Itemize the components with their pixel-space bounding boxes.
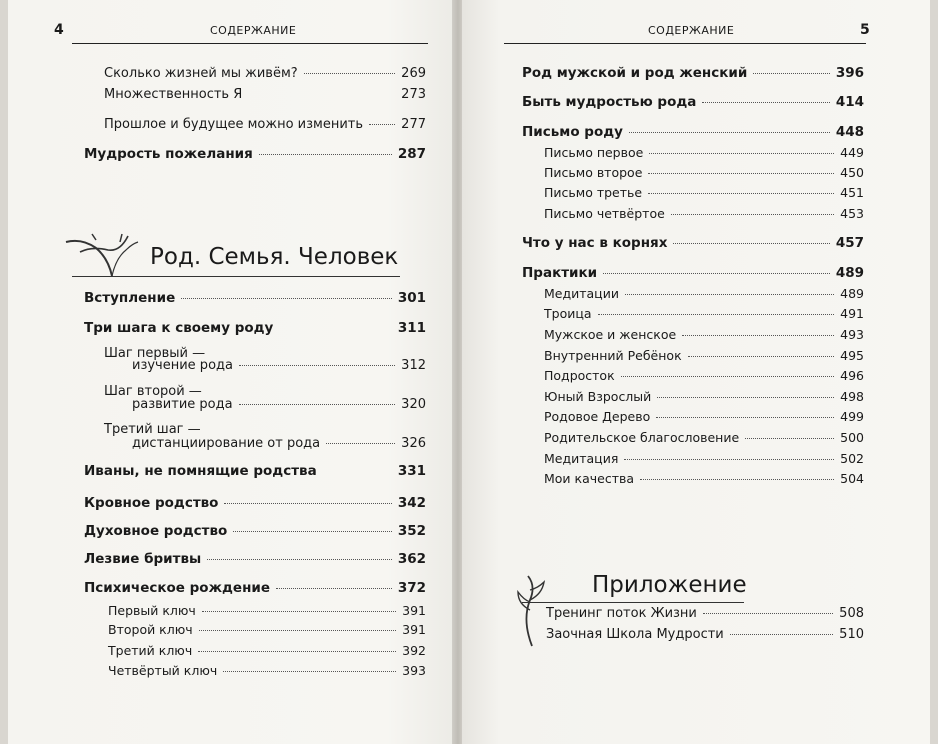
toc-entry[interactable]: Родительское благословение 500 [544,430,864,445]
right-page-number: 5 [860,22,871,38]
toc-entry[interactable]: Три шага к своему роду 311 [84,320,426,336]
toc-entry[interactable]: Род мужской и род женский 396 [522,65,864,81]
toc-entry[interactable]: Мудрость пожелания 287 [84,146,426,162]
toc-entry[interactable]: Тренинг поток Жизни 508 [546,606,864,621]
toc-entry[interactable]: Письмо роду 448 [522,124,864,140]
appendix-rule [522,602,744,603]
right-header [462,24,930,44]
right-header-title: СОДЕРЖАНИЕ [648,24,735,37]
section-ornament-icon [62,228,142,280]
toc-entry[interactable]: Второй ключ 391 [108,622,426,637]
toc-entry[interactable]: Четвёртый ключ 393 [108,663,426,678]
toc-entry[interactable]: Вступление 301 [84,290,426,306]
toc-entry[interactable]: Что у нас в корнях 457 [522,235,864,251]
toc-entry[interactable]: Иваны, не помнящие родства 331 [84,463,426,479]
toc-entry[interactable]: Медитация 502 [544,451,864,466]
left-page-number: 4 [54,22,65,38]
toc-entry[interactable]: Прошлое и будущее можно изменить 277 [104,117,426,132]
toc-entry[interactable]: Множественность Я 273 [104,87,426,102]
toc-entry[interactable]: Мои качества 504 [544,471,864,486]
toc-entry[interactable]: Лезвие бритвы 362 [84,551,426,567]
left-header-title: СОДЕРЖАНИЕ [210,24,297,37]
toc-entry[interactable]: Родовое Дерево 499 [544,409,864,424]
toc-entry[interactable]: Юный Взрослый 498 [544,389,864,404]
section-title: Род. Семья. Человек [150,244,399,270]
toc-entry[interactable]: Третий ключ 392 [108,643,426,658]
toc-entry[interactable]: Медитации 489 [544,286,864,301]
toc-entry[interactable]: развитие рода 320 [132,397,426,412]
left-header [0,24,454,44]
appendix-title: Приложение [592,572,747,598]
toc-entry[interactable]: Кровное родство 342 [84,495,426,511]
toc-entry[interactable]: Первый ключ 391 [108,603,426,618]
toc-entry[interactable]: изучение рода 312 [132,358,426,373]
toc-entry[interactable]: Подросток 496 [544,368,864,383]
toc-entry[interactable]: дистанциирование от рода 326 [132,436,426,451]
toc-entry[interactable]: Внутренний Ребёнок 495 [544,348,864,363]
section-rule [72,276,400,277]
toc-entry[interactable]: Психическое рождение 372 [84,580,426,596]
toc-entry-line1: Шаг второй — [104,384,202,399]
toc-entry[interactable]: Троица 491 [544,306,864,321]
toc-entry[interactable]: Письмо второе 450 [544,165,864,180]
toc-entry-line1: Шаг первый — [104,346,206,361]
toc-entry[interactable]: Письмо первое 449 [544,145,864,160]
toc-entry[interactable]: Письмо четвёртое 453 [544,206,864,221]
toc-entry[interactable]: Сколько жизней мы живём? 269 [104,66,426,81]
left-header-rule [72,43,428,44]
toc-entry[interactable]: Духовное родство 352 [84,523,426,539]
toc-entry[interactable]: Практики 489 [522,265,864,281]
toc-entry[interactable]: Письмо третье 451 [544,185,864,200]
toc-entry-line1: Третий шаг — [104,422,201,437]
toc-entry[interactable]: Мужское и женское 493 [544,327,864,342]
right-header-rule [504,43,866,44]
toc-entry[interactable]: Заочная Школа Мудрости 510 [546,627,864,642]
toc-entry[interactable]: Быть мудростью рода 414 [522,94,864,110]
